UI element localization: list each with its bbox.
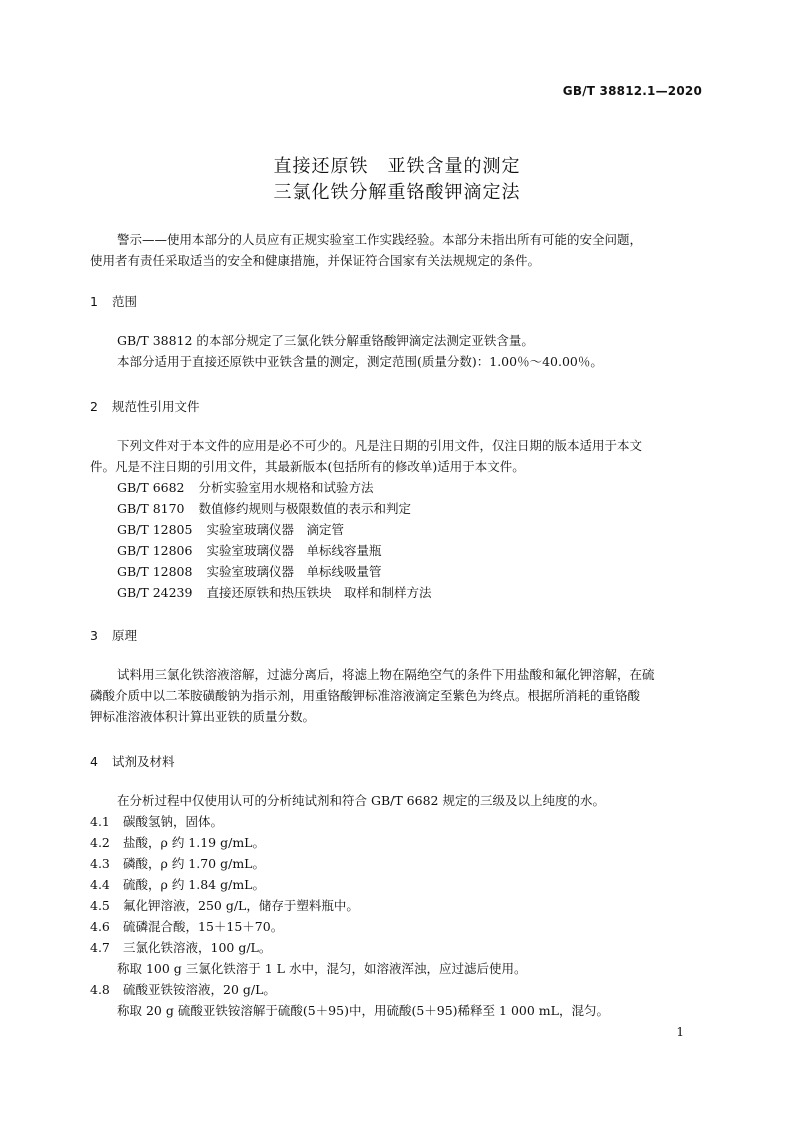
reference-title: 实验室玻璃仪器 单标线容量瓶 bbox=[206, 543, 382, 558]
section-1-heading bbox=[90, 292, 137, 310]
section-title: 规范性引用文件 bbox=[112, 399, 200, 414]
paragraph: GB/T 38812 的本部分规定了三氯化铁分解重铬酸钾滴定法测定亚铁含量。 bbox=[117, 333, 534, 348]
section-3-heading bbox=[90, 626, 137, 644]
item-number: 4.2 bbox=[90, 835, 110, 850]
reagent-note: 称取 20 g 硫酸亚铁铵溶解于硫酸(5＋95)中，用硫酸(5＋95)稀释至 1 000 mL，混匀。 bbox=[117, 1003, 609, 1018]
reference-code: GB/T 8170 bbox=[117, 501, 185, 516]
reference-item bbox=[90, 582, 710, 603]
reference-code: GB/T 12806 bbox=[117, 543, 193, 558]
reagent-item bbox=[90, 811, 710, 832]
reference-title: 实验室玻璃仪器 单标线吸量管 bbox=[206, 564, 382, 579]
section-2-body bbox=[90, 435, 710, 603]
item-number: 4.1 bbox=[90, 814, 110, 829]
reagent-item bbox=[90, 853, 710, 874]
paragraph: 本部分适用于直接还原铁中亚铁含量的测定，测定范围(质量分数)：1.00％～40.00％。 bbox=[117, 354, 603, 369]
document-title-line-2: 三氯化铁分解重铬酸钾滴定法 bbox=[273, 182, 521, 203]
reference-title: 直接还原铁和热压铁块 取样和制样方法 bbox=[206, 585, 432, 600]
reference-title: 分析实验室用水规格和试验方法 bbox=[198, 480, 374, 495]
paragraph: 磷酸介质中以二苯胺磺酸钠为指示剂，用重铬酸钾标准溶液滴定至紫色为终点。根据所消耗的重铬酸 bbox=[90, 688, 641, 703]
item-text: 硫酸，ρ 约 1.84 g/mL。 bbox=[123, 877, 265, 892]
item-number: 4.7 bbox=[90, 940, 110, 955]
reagent-item bbox=[90, 937, 710, 958]
page-number: 1 bbox=[676, 1025, 684, 1039]
section-number: 1 bbox=[90, 294, 98, 309]
section-2-heading bbox=[90, 397, 200, 415]
item-text: 碳酸氢钠，固体。 bbox=[123, 814, 224, 829]
standard-code: GB/T 38812.1—2020 bbox=[562, 84, 702, 98]
document-title-line-1: 直接还原铁 亚铁含量的测定 bbox=[273, 156, 521, 177]
section-3-body bbox=[90, 664, 710, 727]
item-text: 盐酸，ρ 约 1.19 g/mL。 bbox=[123, 835, 265, 850]
item-number: 4.3 bbox=[90, 856, 110, 871]
section-4-body bbox=[90, 790, 710, 1021]
section-title: 范围 bbox=[112, 294, 138, 309]
reference-title: 数值修约规则与极限数值的表示和判定 bbox=[198, 501, 412, 516]
reference-item bbox=[90, 498, 710, 519]
section-number: 2 bbox=[90, 399, 98, 414]
reference-title: 实验室玻璃仪器 滴定管 bbox=[206, 522, 344, 537]
paragraph: 在分析过程中仅使用认可的分析纯试剂和符合 GB/T 6682 规定的三级及以上纯度的水。 bbox=[117, 793, 605, 808]
item-text: 硫酸亚铁铵溶液，20 g/L。 bbox=[123, 982, 276, 997]
section-title: 试剂及材料 bbox=[112, 754, 175, 769]
reference-item bbox=[90, 519, 710, 540]
item-number: 4.8 bbox=[90, 982, 110, 997]
item-number: 4.6 bbox=[90, 919, 110, 934]
reference-item bbox=[90, 561, 710, 582]
item-text: 三氯化铁溶液，100 g/L。 bbox=[123, 940, 272, 955]
reference-code: GB/T 12808 bbox=[117, 564, 193, 579]
reference-code: GB/T 24239 bbox=[117, 585, 193, 600]
warning-line-2: 使用者有责任采取适当的安全和健康措施，并保证符合国家有关法规规定的条件。 bbox=[90, 253, 541, 268]
section-title: 原理 bbox=[112, 628, 138, 643]
reagent-item bbox=[90, 874, 710, 895]
paragraph: 钾标准溶液体积计算出亚铁的质量分数。 bbox=[90, 709, 316, 724]
item-text: 磷酸，ρ 约 1.70 g/mL。 bbox=[123, 856, 265, 871]
item-number: 4.5 bbox=[90, 898, 110, 913]
section-number: 4 bbox=[90, 754, 98, 769]
item-text: 硫磷混合酸，15＋15＋70。 bbox=[123, 919, 284, 934]
reference-item bbox=[90, 540, 710, 561]
warning-line-1: 警示——使用本部分的人员应有正规实验室工作实践经验。本部分未指出所有可能的安全问题， bbox=[117, 232, 643, 247]
section-number: 3 bbox=[90, 628, 98, 643]
item-text: 氟化钾溶液，250 g/L，储存于塑料瓶中。 bbox=[123, 898, 359, 913]
reference-code: GB/T 12805 bbox=[117, 522, 193, 537]
paragraph: 下列文件对于本文件的应用是必不可少的。凡是注日期的引用文件，仅注日期的版本适用于本文 bbox=[117, 438, 643, 453]
section-4-heading bbox=[90, 752, 175, 770]
item-number: 4.4 bbox=[90, 877, 110, 892]
warning-notice bbox=[90, 229, 710, 271]
reagent-item bbox=[90, 979, 710, 1000]
section-1-body bbox=[90, 330, 710, 372]
reagent-item bbox=[90, 916, 710, 937]
paragraph: 试料用三氯化铁溶液溶解，过滤分离后，将滤上物在隔绝空气的条件下用盐酸和氟化钾溶解，在硫 bbox=[117, 667, 655, 682]
paragraph: 件。凡是不注日期的引用文件，其最新版本(包括所有的修改单)适用于本文件。 bbox=[90, 459, 525, 474]
reagent-item bbox=[90, 895, 710, 916]
reagent-item bbox=[90, 832, 710, 853]
reagent-note: 称取 100 g 三氯化铁溶于 1 L 水中，混匀，如溶液浑浊，应过滤后使用。 bbox=[117, 961, 527, 976]
reference-item bbox=[90, 477, 710, 498]
reference-code: GB/T 6682 bbox=[117, 480, 185, 495]
